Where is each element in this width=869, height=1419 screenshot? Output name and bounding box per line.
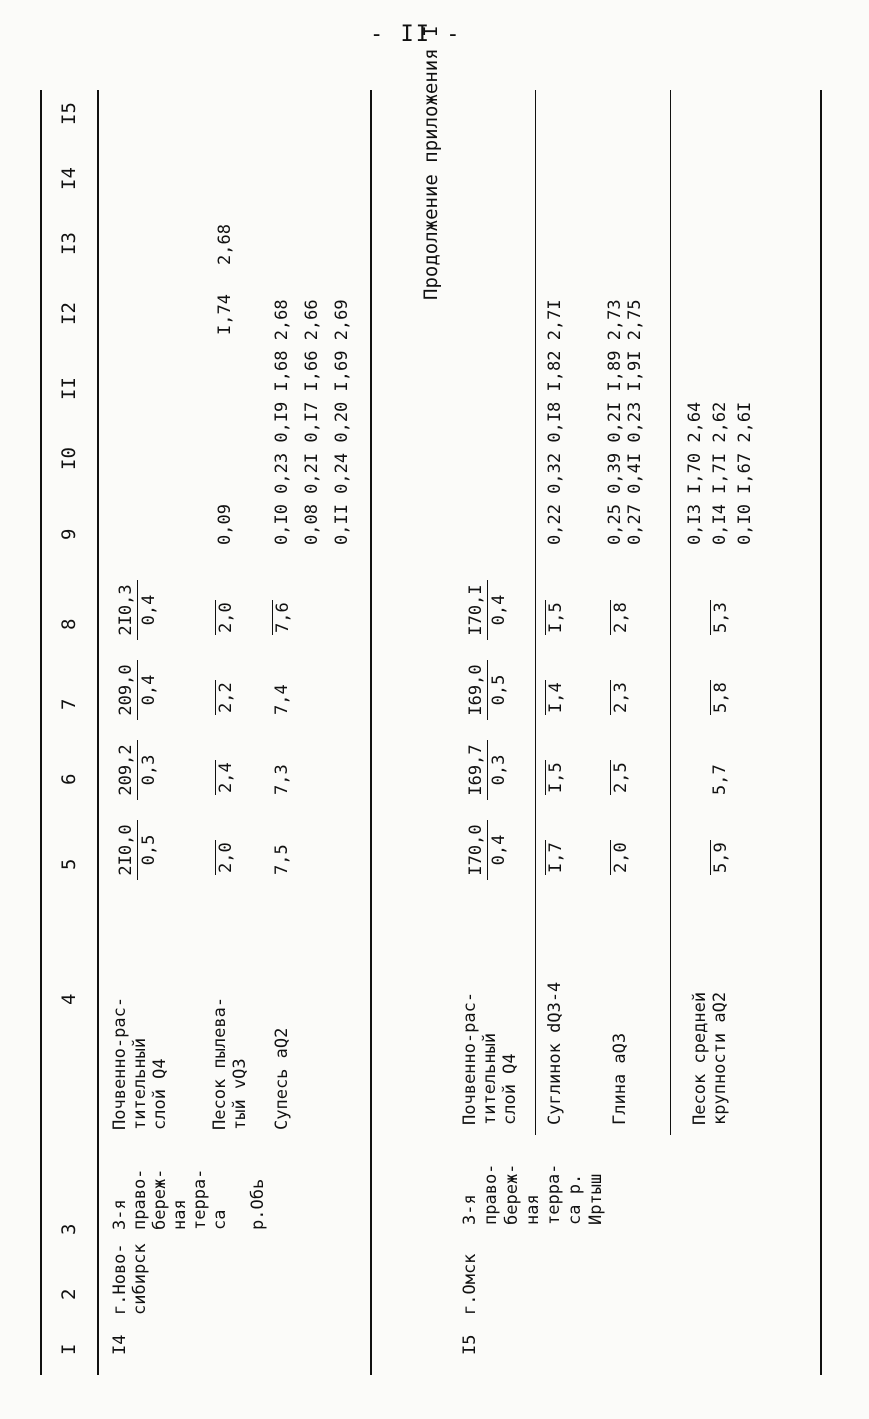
denominator: 0,4 [489, 834, 509, 866]
city-line: г.Ново- [110, 1243, 130, 1315]
row15-number: I5 [460, 1334, 480, 1355]
terrace-line: са р. [565, 1173, 585, 1225]
r14-s3-c5: 7,5 [272, 844, 292, 875]
terrace-line: ная [170, 1199, 190, 1230]
numerator: 2I0,0 [115, 820, 138, 880]
r14-s2-c9: 0,09 [215, 504, 235, 545]
col-4: 4 [58, 993, 80, 1005]
col-8: 8 [58, 618, 80, 630]
r14-s1-c7 [115, 660, 160, 720]
r15-s3-c5: 2,0 [611, 842, 631, 873]
r14-s3-c6: 7,3 [272, 764, 292, 795]
numerator: 209,0 [115, 660, 138, 720]
r15-s3-r2: 0,27 0,4I 0,23 I,9I 2,75 [625, 299, 645, 545]
row15-soil3: Глина aQ3 [610, 1032, 630, 1125]
table-header [40, 90, 99, 1375]
col-5: 5 [58, 858, 80, 870]
terrace-line: 3-я [110, 1199, 130, 1230]
r15-s2-c6: I,5 [546, 762, 566, 793]
r15-s2-c5: I,7 [546, 842, 566, 873]
r15-s3-c6: 2,5 [611, 762, 631, 793]
numerator: 209,2 [115, 740, 138, 800]
r14-s2-c7: 2,2 [216, 682, 236, 713]
row14-soil2 [210, 997, 250, 1130]
col-3: 3 [58, 1223, 80, 1235]
row14-soil1 [110, 997, 170, 1130]
r15-s1-c7 [465, 660, 510, 720]
r15-s1-c8 [465, 580, 510, 640]
denominator: 0,3 [489, 754, 509, 786]
row15-terrace [460, 1164, 607, 1225]
r15-s3-c8: 2,8 [611, 602, 631, 633]
denominator: 0,4 [489, 594, 509, 626]
row15-soil2: Суглинок dQ3-4 [545, 981, 565, 1125]
row14-city [110, 1243, 150, 1315]
terrace-line: береж- [502, 1163, 522, 1225]
row14-terrace [110, 1169, 268, 1230]
soil-line: тительный [130, 1037, 150, 1130]
row15-city: г.Омск [460, 1253, 480, 1315]
row-separator [535, 90, 536, 1135]
r15-s4-r2: 0,I4 I,7I 2,62 [710, 401, 730, 545]
col-2: 2 [58, 1288, 80, 1300]
r15-s2-c8: I,5 [546, 602, 566, 633]
r15-s4-c7: 5,8 [711, 682, 731, 713]
r15-s1-c5 [465, 820, 510, 880]
r15-s4-c5: 5,9 [711, 842, 731, 873]
col-7: 7 [58, 698, 80, 710]
col-9: 9 [58, 528, 80, 540]
r14-s3-r1: 0,I0 0,23 0,I9 I,68 2,68 [272, 299, 292, 545]
city-line: сибирск [130, 1243, 150, 1315]
numerator: I69,0 [465, 660, 488, 720]
r14-s1-c5 [115, 820, 160, 880]
terrace-line: 3-я [460, 1194, 480, 1225]
continuation-caption: Продолжение приложения I [420, 25, 442, 300]
denominator: 0,4 [139, 674, 159, 706]
terrace-line: терра- [190, 1168, 210, 1230]
denominator: 0,5 [489, 674, 509, 706]
terrace-line: береж- [150, 1168, 170, 1230]
soil-line: Почвенно-рас- [110, 996, 130, 1130]
r15-s4-c6: 5,7 [710, 764, 730, 795]
row-separator [670, 90, 671, 1135]
r14-s2-c12: I,74 [215, 294, 235, 335]
soil-line: тительный [480, 1032, 500, 1125]
r15-s2-c7: I,4 [546, 682, 566, 713]
r14-s3-r2: 0,08 0,2I 0,I7 I,66 2,66 [302, 299, 322, 545]
table-bottom-rule [820, 90, 822, 1375]
r14-s2-c8: 2,0 [216, 602, 236, 633]
numerator: I70,I [465, 580, 488, 640]
r15-s4-r3: 0,I0 I,67 2,6I [735, 401, 755, 545]
r15-s4-r1: 0,I3 I,70 2,64 [685, 401, 705, 545]
numerator: I70,0 [465, 820, 488, 880]
col-13: I3 [58, 232, 80, 255]
soil-line: слой Q4 [150, 1058, 170, 1130]
terrace-line: Иртыш [586, 1173, 606, 1225]
r14-s2-c6: 2,4 [216, 762, 236, 793]
soil-line: слой Q4 [500, 1053, 520, 1125]
terrace-line: терра- [544, 1163, 564, 1225]
terrace-line: право- [130, 1168, 150, 1230]
terrace-line: са [210, 1209, 230, 1230]
denominator: 0,5 [139, 834, 159, 866]
col-12: I2 [58, 302, 80, 325]
row14-soil3: Супесь aQ2 [272, 1027, 292, 1130]
col-10: I0 [58, 447, 80, 470]
col-15: I5 [58, 102, 80, 125]
soil-line: Почвенно-рас- [460, 991, 480, 1125]
col-11: II [58, 377, 80, 400]
r14-s2-c5: 2,0 [216, 842, 236, 873]
r14-s3-c7: 7,4 [272, 684, 292, 715]
r15-s3-c7: 2,3 [611, 682, 631, 713]
soil-line: Песок пылева- [210, 996, 230, 1130]
r14-s1-c8 [115, 580, 160, 640]
soil-line: тый vQ3 [230, 1058, 250, 1130]
terrace-line: право- [481, 1163, 501, 1225]
soil-line: Песок средней [690, 991, 710, 1125]
row14-number: I4 [110, 1334, 130, 1355]
r15-s3-r1: 0,25 0,39 0,2I I,89 2,73 [605, 299, 625, 545]
r14-s3-r3: 0,II 0,24 0,20 I,69 2,69 [332, 299, 352, 545]
col-14: I4 [58, 167, 80, 190]
denominator: 0,3 [139, 754, 159, 786]
r15-s2-r: 0,22 0,32 0,I8 I,82 2,7I [545, 299, 565, 545]
r14-s3-c8: 7,6 [273, 602, 293, 633]
r14-s1-c6 [115, 740, 160, 800]
appendix-table [40, 90, 840, 1375]
r15-s1-c6 [465, 740, 510, 800]
row15-soil4 [690, 992, 730, 1125]
r14-s2-c13: 2,68 [215, 224, 235, 265]
soil-line: крупности aQ2 [710, 991, 730, 1125]
col-1: I [58, 1343, 80, 1355]
r15-s4-c8: 5,3 [711, 602, 731, 633]
col-6: 6 [58, 773, 80, 785]
page-number: - II - [370, 22, 462, 47]
numerator: 2I0,3 [115, 580, 138, 640]
denominator: 0,4 [139, 594, 159, 626]
terrace-line: р.Обь [248, 1178, 268, 1230]
row-separator [370, 90, 372, 1375]
row15-soil1 [460, 992, 520, 1125]
numerator: I69,7 [465, 740, 488, 800]
terrace-line: ная [523, 1194, 543, 1225]
